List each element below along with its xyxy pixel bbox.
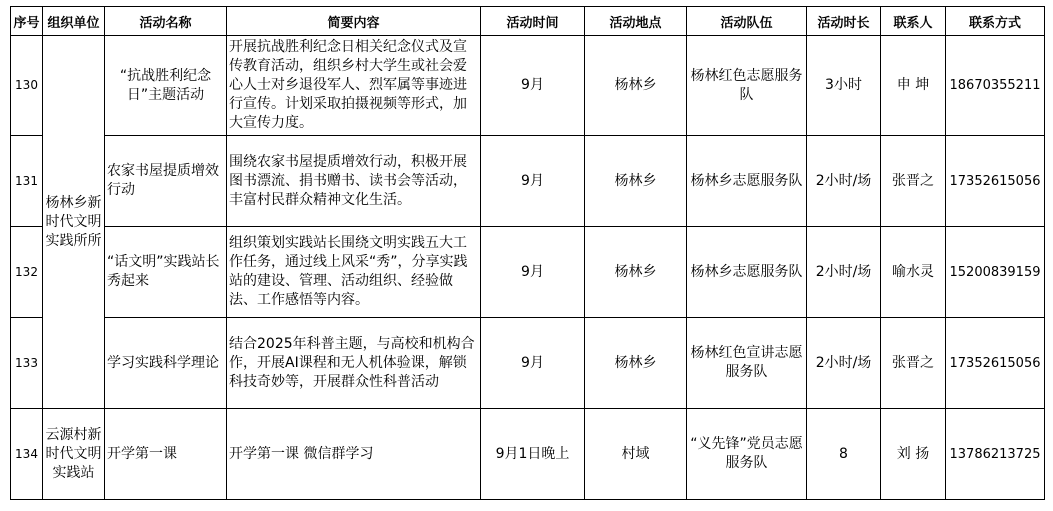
activity-name: “话文明”实践站长秀起来 [105,227,227,318]
activity-time: 9月1日晚上 [481,409,585,500]
activity-team: 杨林红色宣讲志愿服务队 [687,318,807,409]
activity-name: “抗战胜利纪念日”主题活动 [105,36,227,136]
row-number: 130 [11,36,43,136]
activity-time: 9月 [481,227,585,318]
table-row [11,136,1045,227]
contact-phone: 17352615056 [946,318,1045,409]
row-number: 132 [11,227,43,318]
activity-content: 围绕农家书屋提质增效行动，积极开展图书漂流、捐书赠书、读书会等活动，丰富村民群众精神文化生活。 [227,136,481,227]
row-number: 134 [11,409,43,500]
activity-time: 9月 [481,318,585,409]
header-no: 序号 [11,7,43,36]
header-name: 活动名称 [105,7,227,36]
activity-content: 结合2025年科普主题，与高校和机构合作，开展AI课程和无人机体验课，解锁科技奇妙等，开展群众性科普活动 [227,318,481,409]
contact-phone: 17352615056 [946,136,1045,227]
header-contact: 联系人 [881,7,946,36]
contact-phone: 15200839159 [946,227,1045,318]
activity-name: 开学第一课 [105,409,227,500]
row-number: 133 [11,318,43,409]
activity-place: 杨林乡 [585,318,687,409]
activity-content: 开学第一课 微信群学习 [227,409,481,500]
header-content: 简要内容 [227,7,481,36]
table-row [11,409,1045,500]
activity-place: 杨林乡 [585,227,687,318]
header-org: 组织单位 [43,7,105,36]
activity-team: 杨林乡志愿服务队 [687,136,807,227]
header-phone: 联系方式 [946,7,1045,36]
contact-person: 刘 扬 [881,409,946,500]
row-number: 131 [11,136,43,227]
activity-place: 村域 [585,409,687,500]
activity-time: 9月 [481,36,585,136]
header-row [11,7,1045,36]
activity-duration: 8 [807,409,881,500]
activity-content: 开展抗战胜利纪念日相关纪念仪式及宣传教育活动，组织乡村大学生或社会爱心人士对乡退役军人、烈军属等事迹进行宣传。计划采取拍摄视频等形式，加大宣传力度。 [227,36,481,136]
contact-person: 张晋之 [881,136,946,227]
activity-time: 9月 [481,136,585,227]
contact-person: 申 坤 [881,36,946,136]
activity-content: 组织策划实践站长围绕文明实践五大工作任务，通过线上风采“秀”，分享实践站的建设、管理、活动组织、经验做法、工作感悟等内容。 [227,227,481,318]
activity-name: 农家书屋提质增效行动 [105,136,227,227]
activity-place: 杨林乡 [585,36,687,136]
activity-duration: 2小时/场 [807,227,881,318]
contact-phone: 18670355211 [946,36,1045,136]
activity-team: 杨林乡志愿服务队 [687,227,807,318]
header-time: 活动时间 [481,7,585,36]
activity-name: 学习实践科学理论 [105,318,227,409]
activity-duration: 3小时 [807,36,881,136]
table-row [11,36,1045,136]
activity-team: “义先锋”党员志愿服务队 [687,409,807,500]
table-row [11,318,1045,409]
activity-place: 杨林乡 [585,136,687,227]
activity-table [10,6,1045,500]
activity-duration: 2小时/场 [807,136,881,227]
table-row [11,227,1045,318]
contact-phone: 13786213725 [946,409,1045,500]
org-cell: 云源村新时代文明实践站 [43,409,105,500]
contact-person: 喻水灵 [881,227,946,318]
header-team: 活动队伍 [687,7,807,36]
activity-team: 杨林红色志愿服务队 [687,36,807,136]
header-duration: 活动时长 [807,7,881,36]
contact-person: 张晋之 [881,318,946,409]
activity-duration: 2小时/场 [807,318,881,409]
org-cell: 杨林乡新时代文明实践所所 [43,36,105,409]
header-place: 活动地点 [585,7,687,36]
